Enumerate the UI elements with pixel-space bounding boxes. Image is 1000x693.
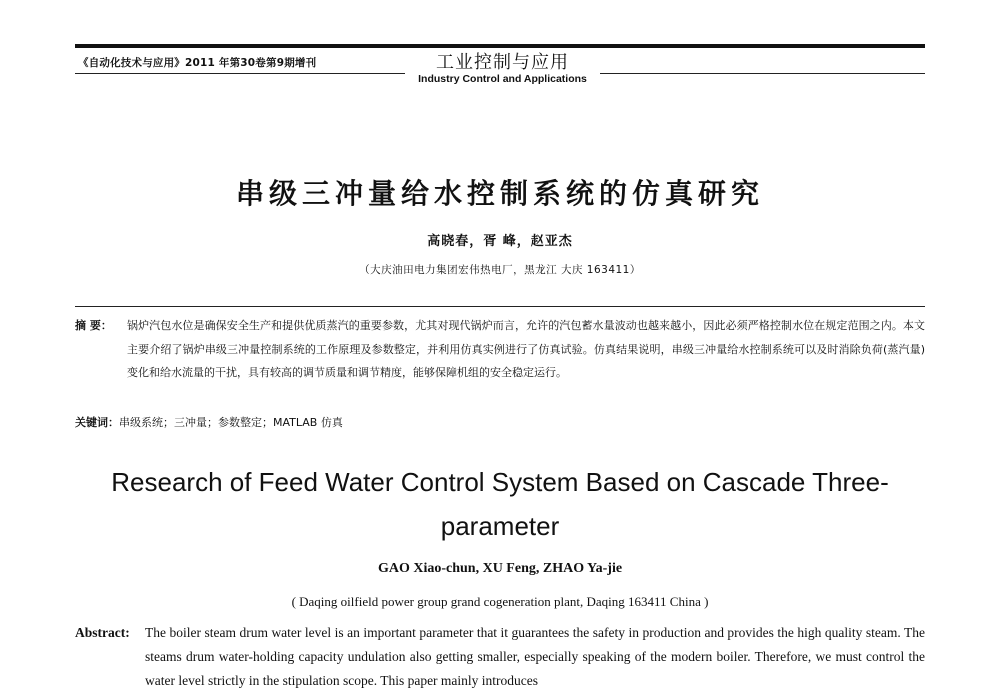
- authors-en: GAO Xiao-chun, XU Feng, ZHAO Ya-jie: [377, 561, 623, 576]
- section-title-en: Industry Control and Applications: [418, 73, 587, 85]
- abstract-divider: [75, 306, 925, 307]
- header-rule-left: [75, 73, 405, 74]
- paper-title-en: Research of Feed Water Control System Based on Cascade Three-parameter: [111, 467, 889, 541]
- abstract-cn: [75, 314, 925, 385]
- authors-cn: 高晓春，胥 峰，赵亚杰: [427, 234, 573, 249]
- keywords-cn-body: 串级系统；三冲量；参数整定；MATLAB 仿真: [119, 416, 343, 429]
- paper-title-cn: 串级三冲量给水控制系统的仿真研究: [235, 177, 764, 210]
- affiliation-cn: （大庆油田电力集团宏伟热电厂，黑龙江 大庆 163411）: [359, 264, 641, 276]
- affiliation-en: ( Daqing oilfield power group grand cogeneration plant, Daqing 163411 China ): [291, 594, 709, 609]
- abstract-en-label: Abstract:: [75, 625, 130, 640]
- abstract-en-body: The boiler steam drum water level is an important parameter that it guarantees the safety in production and provides the high quality steam. The steams drum water-holding capacity undulation also getting smaller, especially speaking of the modern boiler. Therefore, we must control the water level strictly in the stipulation scope. This paper mainly introduces: [145, 625, 925, 688]
- keywords-cn-label: 关键词：: [75, 416, 119, 429]
- journal-info: 《自动化技术与应用》2011 年第30卷第9期增刊: [78, 57, 317, 69]
- abstract-cn-label: 摘 要：: [75, 319, 112, 332]
- keywords-cn: [75, 414, 925, 430]
- header-rule-right: [600, 73, 925, 74]
- section-title-cn: 工业控制与应用: [436, 52, 569, 73]
- abstract-en: [75, 621, 925, 693]
- abstract-cn-body: 锅炉汽包水位是确保安全生产和提供优质蒸汽的重要参数，尤其对现代锅炉而言，允许的汽包蓄水量波动也越来越小，因此必须严格控制水位在规定范围之内。本文主要介绍了锅炉串级三冲量控制系统的工作原理及参数整定，并利用仿真实例进行了仿真试验。仿真结果说明，串级三冲量给水控制系统可以及时消除负荷(蒸汽量)变化和给水流量的干扰，具有较高的调节质量和调节精度，能够保障机组的安全稳定运行。: [127, 319, 925, 379]
